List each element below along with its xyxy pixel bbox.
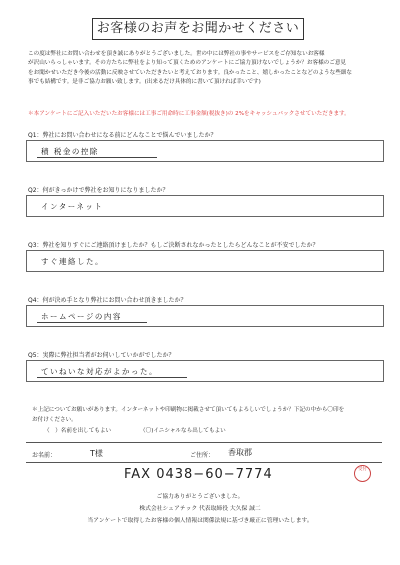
answer-4: ホームページの内容 <box>41 312 122 321</box>
intro-line: が沢山いらっしゃいます。その方たちに弊社をより知って頂くためのアンケートにご協力頂けないでしょうか？お客様のご意見 <box>28 60 347 67</box>
company-text: 株式会社シェアテック 代表取締役 大久保 誠二 <box>139 506 261 512</box>
option-initial[interactable]: （〇)イニシャルなら出してもよい <box>140 428 226 434</box>
intro-line: をお聞かせいただき今後の活動に反映させていただきたいと考えております。良かったこと、嬉しかったことなどのような些細な <box>28 69 352 76</box>
answer-3: すぐ連絡した。 <box>41 257 104 266</box>
question-2: Q2：何がきっかけで弊社をお知りになりましたか？ <box>28 187 169 194</box>
intro-line: この度は弊社にお問い合わせを頂き誠にありがとうございました。世の中には弊社の事やサービスをご存知ないお客様 <box>28 51 325 57</box>
answer-box-4[interactable] <box>26 305 384 327</box>
name-value[interactable]: T様 <box>90 449 103 458</box>
consent-text-2: お付けください。 <box>32 417 77 423</box>
answer-5: ていねいな対応がよかった。 <box>41 367 158 376</box>
name-label: お名前： <box>32 452 57 459</box>
address-value[interactable]: 香取郡 <box>228 448 252 457</box>
question-1: Q1：弊社にお問い合わせになる前にどんなことで悩んでいましたか？ <box>28 132 217 139</box>
divider <box>26 442 382 443</box>
answer-underline <box>37 377 187 378</box>
page-title: お客様のお声をお聞かせください <box>92 18 304 40</box>
address-label: ご住所： <box>190 452 215 459</box>
answer-box-2[interactable] <box>26 195 384 217</box>
received-stamp: 受付 <box>354 465 371 482</box>
question-3: Q3：弊社を知りすぐにご連絡頂けましたか？もしご決断されなかったとしたらどんなことが不安でしたか？ <box>28 242 319 249</box>
option-name[interactable]: （ ）名前を出してもよい <box>44 428 112 434</box>
answer-2: インターネット <box>41 202 104 211</box>
answer-box-1[interactable] <box>26 140 384 162</box>
answer-box-3[interactable] <box>26 250 384 272</box>
intro-text <box>28 50 373 88</box>
question-4: Q4：何が決め手となり弊社にお問い合わせ頂きましたか？ <box>28 297 187 304</box>
cashback-note: ＊本アンケートにご記入いただいたお客様には工事ご用命時に工事金額(税抜き)の 2%をキャッシュバックさせていただきます。 <box>28 111 350 117</box>
divider <box>26 462 382 463</box>
consent-text: ＊上記についてお願いがあります。インターネットや印刷物に掲載させて頂いてもよろしいでしょうか？下記の中から〇印を <box>32 407 345 413</box>
question-5: Q5：実際に弊社担当者がお伺いしていかがでしたか？ <box>28 352 175 359</box>
answer-1: 積 税金の控除 <box>41 147 99 156</box>
answer-underline <box>37 322 147 323</box>
intro-line: 事でも結構です。是非ご協力お願い致します。(出来るだけ具体的に書いて頂ければ幸いです) <box>28 79 261 86</box>
answer-underline <box>37 157 157 158</box>
privacy-text: 当アンケートで取得したお客様の個人情報は関係法規に基づき厳正に管理いたします。 <box>87 518 313 524</box>
thanks-text: ご協力ありがとうございました。 <box>156 494 244 500</box>
answer-box-5[interactable] <box>26 360 384 382</box>
fax-number: FAX 0438−60−7774 <box>124 467 273 482</box>
